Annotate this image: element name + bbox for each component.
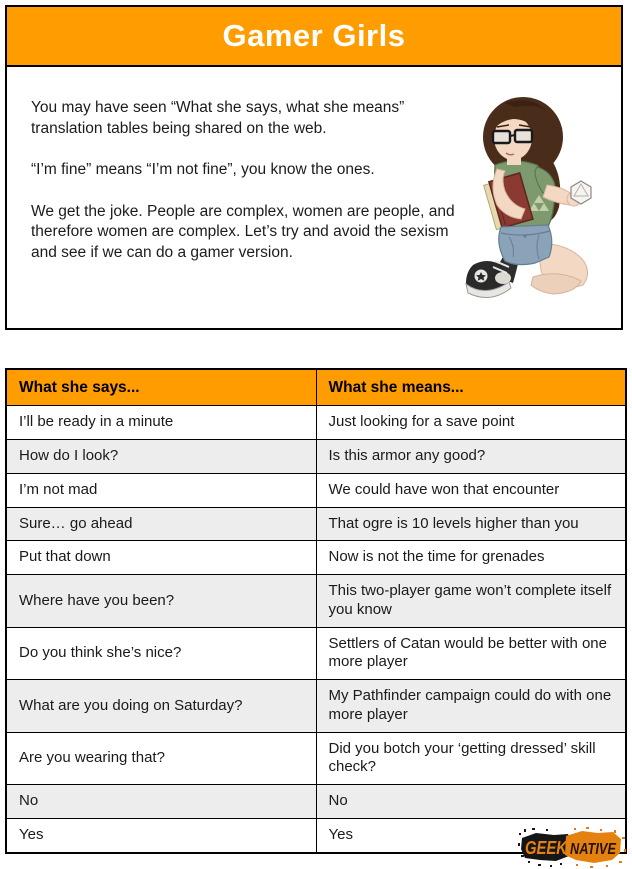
column-header-means: What she means... — [316, 369, 626, 406]
table-row — [6, 627, 626, 680]
says-cell: No — [6, 785, 316, 819]
says-cell: Do you think she’s nice? — [6, 627, 316, 680]
says-cell: How do I look? — [6, 440, 316, 474]
logo-text-native: NATIVE — [570, 841, 618, 858]
intro-paragraph-1: You may have seen “What she says, what she means” translation tables being shared on the web. — [31, 99, 405, 137]
geeknative-logo — [516, 827, 628, 869]
table-row — [6, 406, 626, 440]
means-cell: This two-player game won’t complete itself you know — [316, 575, 626, 628]
table-header-row — [6, 369, 626, 406]
table-row — [6, 507, 626, 541]
table-row — [6, 575, 626, 628]
says-cell: I’m not mad — [6, 473, 316, 507]
means-cell: Yes — [316, 818, 626, 852]
intro-box — [5, 67, 623, 330]
table-row — [6, 785, 626, 819]
means-cell: Is this armor any good? — [316, 440, 626, 474]
means-cell: No — [316, 785, 626, 819]
means-cell: Settlers of Catan would be better with one more player — [316, 627, 626, 680]
table-row — [6, 473, 626, 507]
means-cell: My Pathfinder campaign could do with one more player — [316, 680, 626, 733]
means-cell: Did you botch your ‘getting dressed’ skill check? — [316, 732, 626, 785]
says-cell: Put that down — [6, 541, 316, 575]
says-cell: Where have you been? — [6, 575, 316, 628]
says-cell: What are you doing on Saturday? — [6, 680, 316, 733]
says-cell: Yes — [6, 818, 316, 852]
table-row — [6, 440, 626, 474]
translation-table-wrap — [5, 368, 627, 854]
intro-paragraph-2: “I’m fine” means “I’m not fine”, you know the ones. — [31, 161, 375, 179]
title-bar — [5, 5, 623, 67]
translation-table — [5, 368, 627, 854]
means-cell: We could have won that encounter — [316, 473, 626, 507]
logo-text-geek: GEEK — [525, 838, 569, 858]
says-cell: Are you wearing that? — [6, 732, 316, 785]
means-cell: Just looking for a save point — [316, 406, 626, 440]
column-header-says: What she says... — [6, 369, 316, 406]
page-title: Gamer Girls — [222, 18, 406, 53]
gamer-girl-illustration — [443, 95, 595, 305]
means-cell: That ogre is 10 levels higher than you — [316, 507, 626, 541]
table-row — [6, 732, 626, 785]
intro-paragraph-3: We get the joke. People are complex, women are people, and therefore women are complex. Let’s try and avoid the sexism and see if we can do a gamer version. — [31, 202, 455, 262]
table-row — [6, 680, 626, 733]
says-cell: Sure… go ahead — [6, 507, 316, 541]
table-row — [6, 541, 626, 575]
means-cell: Now is not the time for grenades — [316, 541, 626, 575]
says-cell: I’ll be ready in a minute — [6, 406, 316, 440]
intro-text — [31, 98, 463, 285]
